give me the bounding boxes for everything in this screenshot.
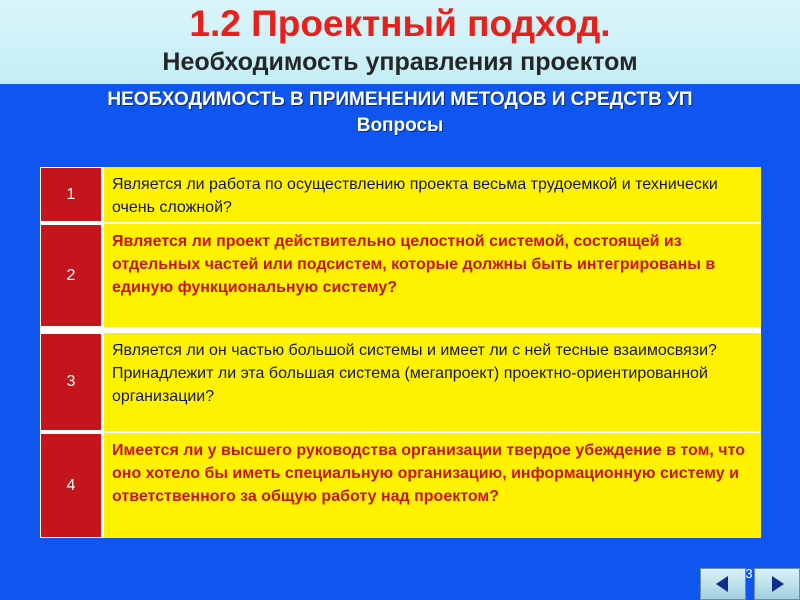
row-number: 2 xyxy=(40,224,102,327)
slide-navigation xyxy=(700,568,800,600)
prev-slide-button[interactable] xyxy=(700,568,746,600)
slide-subtitle: Необходимость управления проектом xyxy=(162,48,638,76)
row-question: Является ли работа по осуществлению проекта весьма трудоемкой и технически очень сложной? xyxy=(104,167,761,222)
section-subheading: Вопросы xyxy=(356,115,444,136)
page-number: 3 xyxy=(745,566,753,581)
questions-table xyxy=(40,167,761,538)
row-question: Является ли проект действительно целостной системой, состоящей из отдельных частей или подсистем, которые должны быть интегрированы в единую функциональную систему? xyxy=(104,224,761,327)
next-slide-button[interactable] xyxy=(754,568,800,600)
table-row xyxy=(40,333,761,431)
row-question: Является ли он частью большой системы и имеет ли с ней тесные взаимосвязи? Принадлежит ли эта большая система (мегапроект) проектно-ориентированной организации? xyxy=(104,333,761,431)
row-number: 4 xyxy=(40,433,102,538)
row-number: 1 xyxy=(40,167,102,222)
table-row xyxy=(40,433,761,538)
triangle-right-icon xyxy=(767,574,787,594)
triangle-left-icon xyxy=(713,574,733,594)
section-heading: НЕОБХОДИМОСТЬ В ПРИМЕНЕНИИ МЕТОДОВ И СРЕДСТВ УП xyxy=(107,89,693,110)
table-row xyxy=(40,167,761,222)
slide-title: 1.2 Проектный подход. xyxy=(189,3,611,44)
table-row xyxy=(40,224,761,327)
title-band xyxy=(0,0,800,84)
row-question: Имеется ли у высшего руководства организации твердое убеждение в том, что оно хотело бы иметь специальную организацию, информационную систему и ответственного за общую работу над проектом? xyxy=(104,433,761,538)
row-number: 3 xyxy=(40,333,102,431)
